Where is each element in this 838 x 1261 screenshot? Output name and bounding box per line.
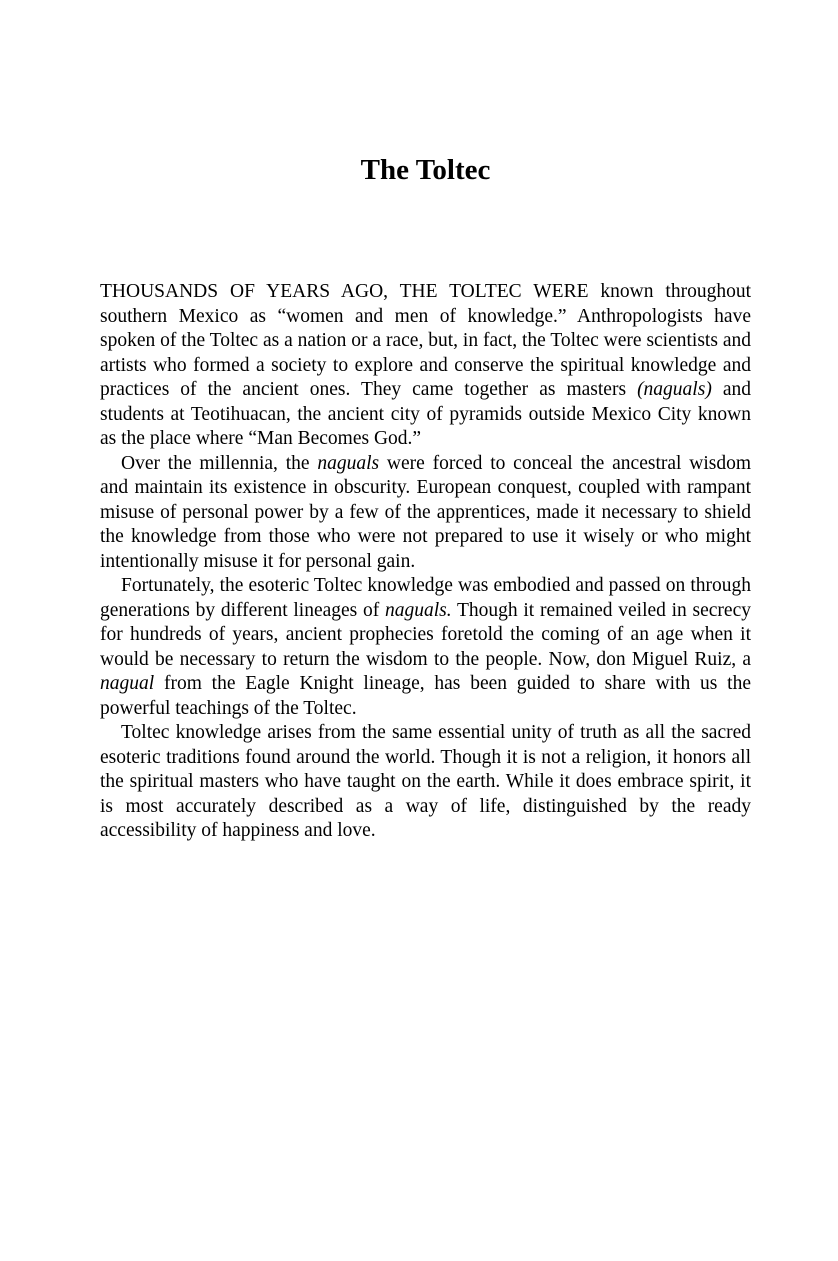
- text-run: Fortunately, the esoteric Toltec knowledge was embodied and passed on through generations by different lineages of: [100, 575, 751, 621]
- italic-text-run: (naguals): [637, 379, 712, 400]
- paragraph-2: [100, 452, 751, 575]
- text-run: THOUSANDS OF YEARS AGO, THE TOLTEC WERE known throughout southern Mexico as “women and men of knowledge.” Anthropologists have spoken of the Toltec as a nation or a race, but, in fact, the Toltec were scientists and artists who formed a society to explore and conserve the spiritual knowledge and practices of the ancient ones. They came together as masters: [100, 281, 751, 400]
- book-page: [0, 153, 838, 1261]
- italic-text-run: naguals: [317, 452, 380, 474]
- chapter-title: The Toltec: [360, 154, 491, 186]
- text-run: from the Eagle Knight lineage, has been guided to share with us the powerful teachings of the Toltec.: [100, 673, 751, 719]
- italic-text-run: nagual: [100, 673, 155, 694]
- text-run: Though it remained veiled in secrecy for hundreds of years, ancient prophecies foretold the coming of an age when it would be necessary to return the wisdom to the people. Now, don Miguel Ruiz, a: [100, 599, 751, 670]
- paragraph-1: [100, 280, 751, 452]
- text-run: and students at Teotihuacan, the ancient city of pyramids outside Mexico City known as the place where “Man Becomes God.”: [100, 379, 751, 449]
- text-run: Toltec knowledge arises from the same essential unity of truth as all the sacred esoteric traditions found around the world. Though it is not a religion, it honors all the spiritual masters who have taught on the earth. While it does embrace spirit, it is most accurately described as a way of life, distinguished by the ready accessibility of happiness and love.: [100, 722, 751, 841]
- text-run: Over the millennia, the: [121, 452, 318, 474]
- italic-text-run: naguals.: [384, 599, 452, 621]
- paragraph-4: [100, 721, 751, 844]
- body-text: [100, 280, 751, 844]
- text-run: were forced to conceal the ancestral wisdom and maintain its existence in obscurity. European conquest, coupled with rampant misuse of personal power by a few of the apprentices, made it necessary to shield the knowledge from those who were not prepared to use it wisely or who might intentionally misuse it for personal gain.: [100, 452, 751, 572]
- paragraph-3: [100, 574, 751, 721]
